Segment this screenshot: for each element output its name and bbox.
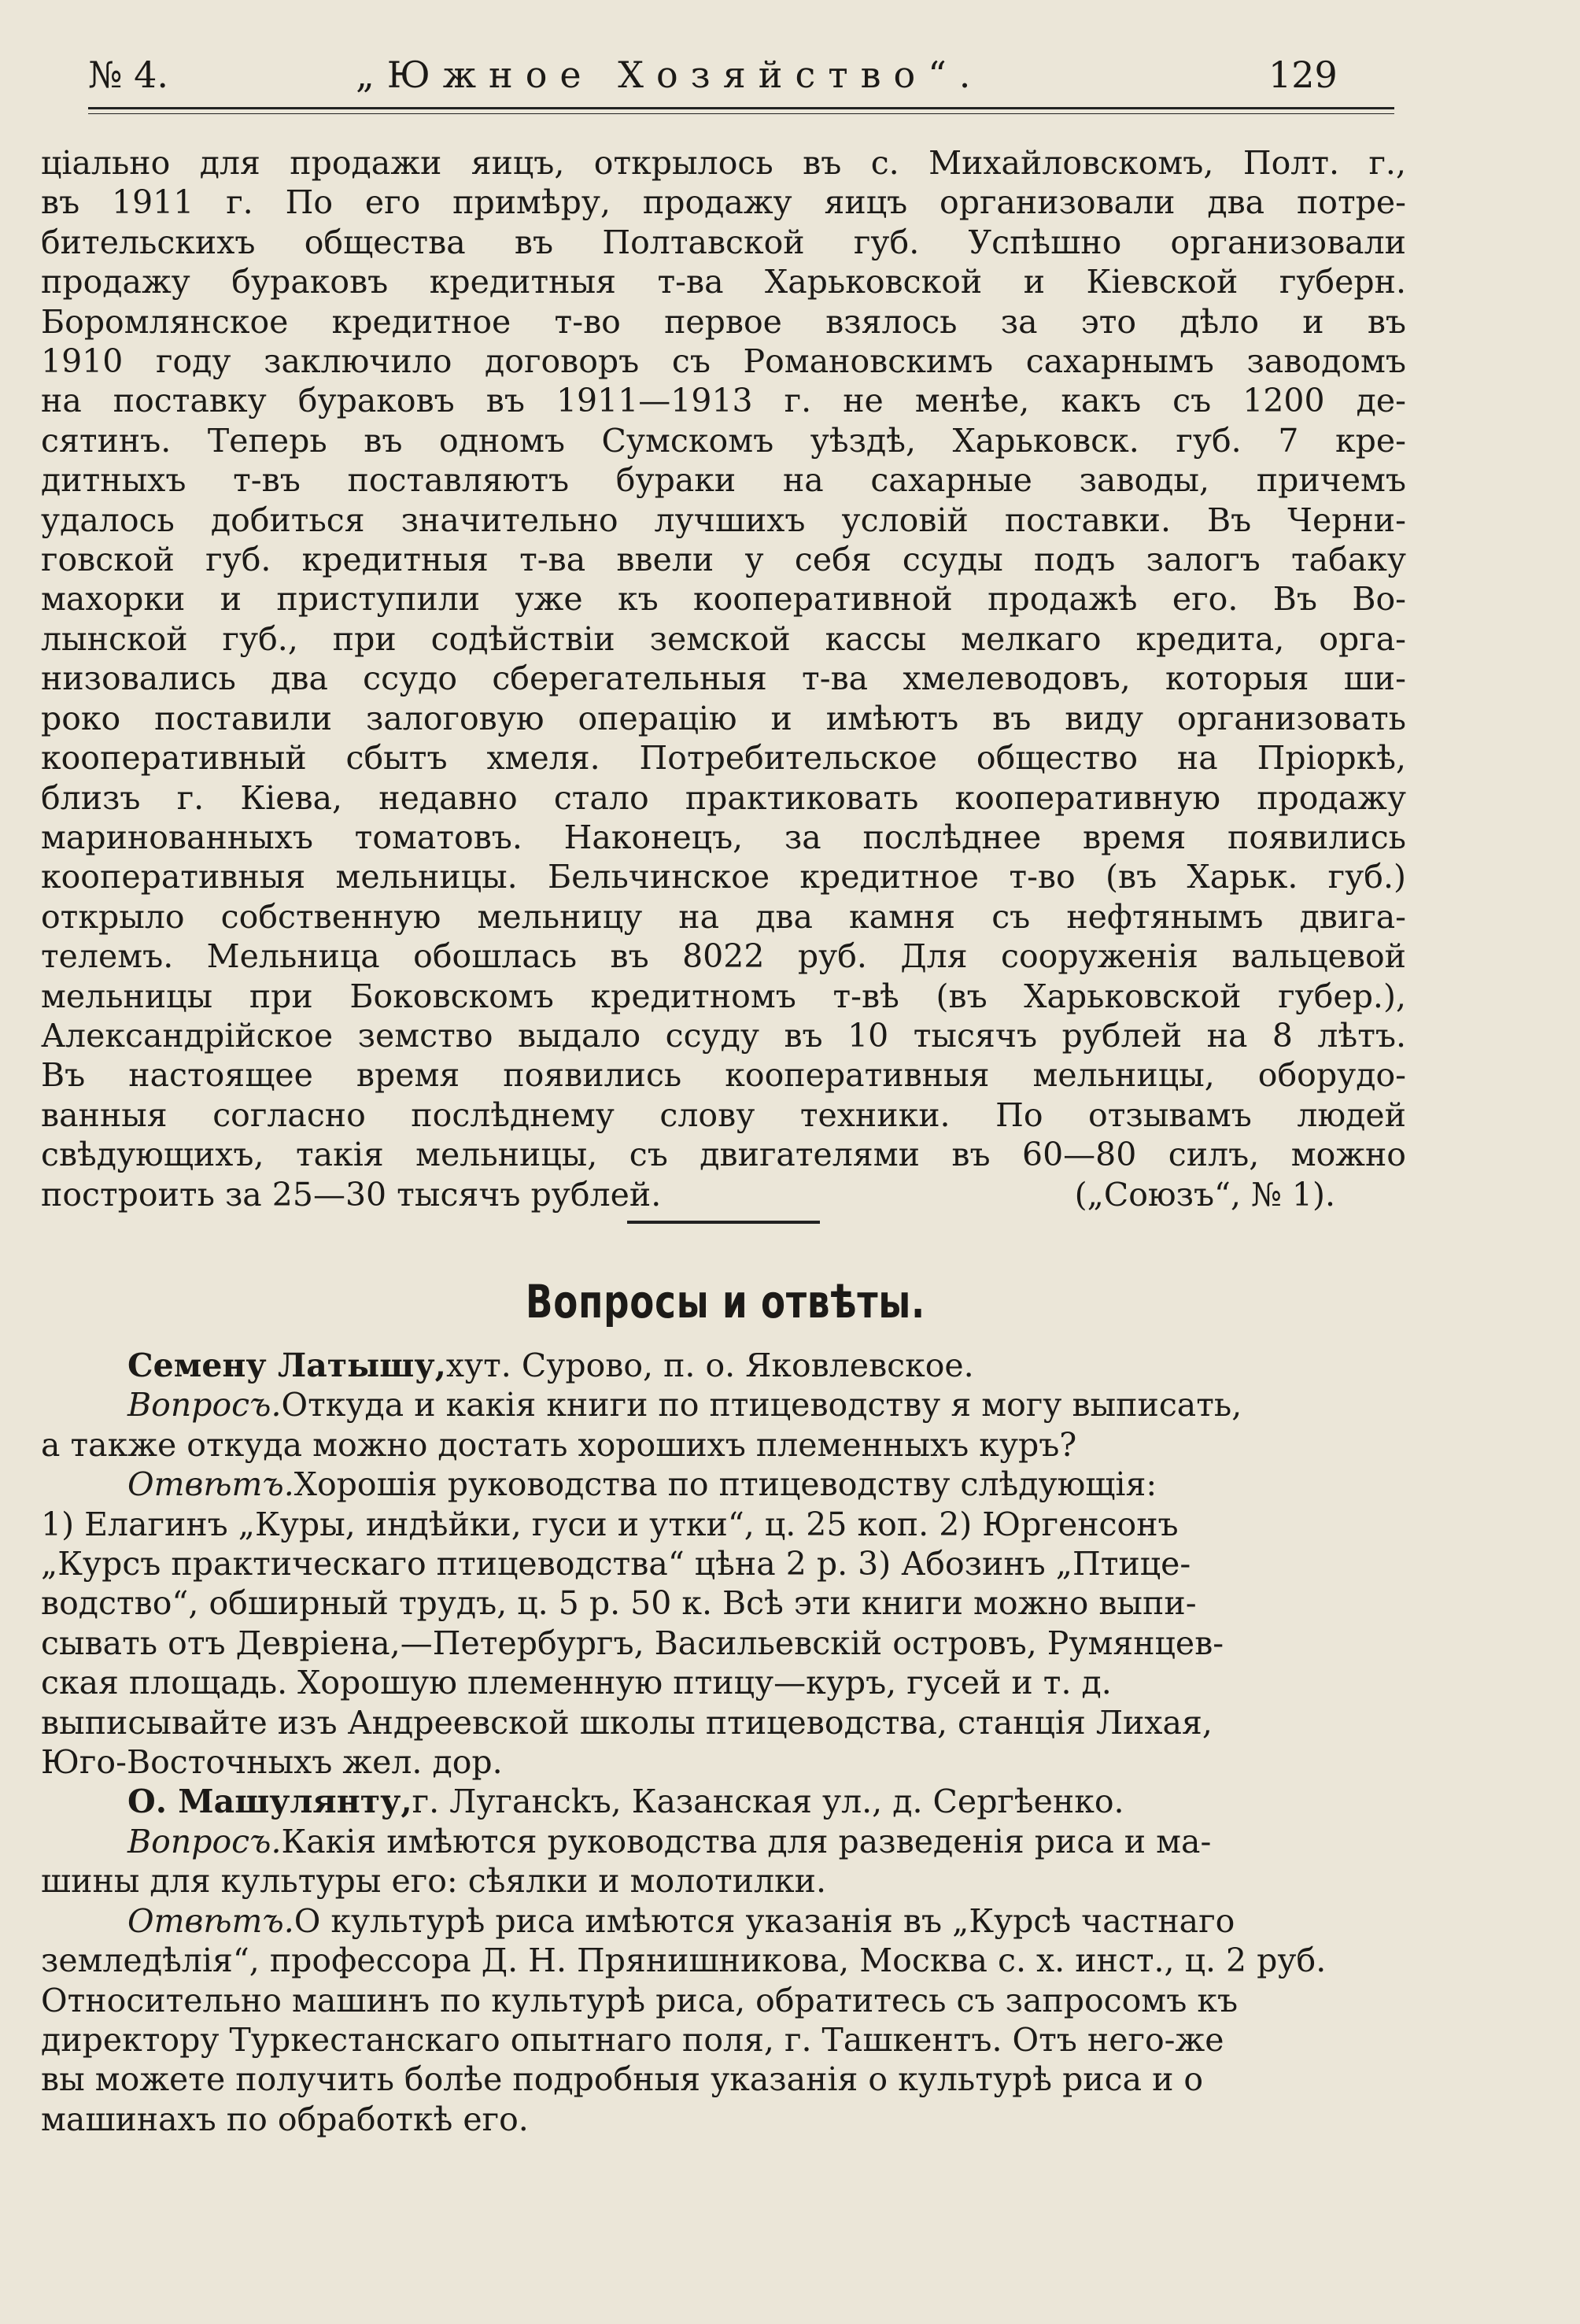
q2-answer-line	[41, 1901, 1406, 1941]
header-rule-thin	[88, 113, 1394, 114]
article-line: Александрійское земство выдало ссуду въ 10 тысячъ рублей на 8 лѣтъ.	[41, 1016, 1406, 1055]
q2-answer-line: земледѣлія“, профессора Д. Н. Прянишникова, Москва с. х. инст., ц. 2 руб.	[41, 1942, 1327, 1980]
section-separator	[627, 1221, 820, 1224]
q1-question-text: Откуда и какія книги по птицеводству я могу выписать,	[281, 1386, 1242, 1424]
article-line: удалось добиться значительно лучшихъ условій поставки. Въ Черни-	[41, 501, 1406, 539]
q1-name: Семену Латышу,	[127, 1347, 446, 1384]
section-heading: Вопросы и отвѣты.	[525, 1275, 925, 1328]
article-line: телемъ. Мельница обошлась въ 8022 руб. Для сооруженія вальцевой	[41, 937, 1406, 976]
q1-question-label: Вопросъ.	[127, 1386, 282, 1424]
q2-address: г. Лугансkъ, Казанская ул., д. Сергѣенко.	[412, 1783, 1124, 1821]
article-line: продажу бураковъ кредитныя т-ва Харьковской и Кіевской губерн.	[41, 263, 1406, 301]
q1-address: хут. Сурово, п. о. Яковлевское.	[445, 1347, 974, 1384]
article-line: Боромлянское кредитное т-во первое взялось за это дѣло и въ	[41, 302, 1406, 341]
q1-answer-line: ская площадь. Хорошую племенную птицу—куръ, гусей и т. д.	[41, 1664, 1112, 1702]
article-line: ціально для продажи яицъ, открылось въ с. Михайловскомъ, Полт. г.,	[41, 144, 1406, 182]
issue-number: № 4.	[88, 54, 169, 96]
article-line: роко поставили залоговую операцію и имѣютъ въ виду организовать	[41, 699, 1406, 737]
article-line: сятинъ. Теперь въ одномъ Сумскомъ уѣздѣ, Харьковск. губ. 7 кре-	[41, 421, 1406, 460]
article-line: свѣдующихъ, такія мельницы, съ двигателями въ 60—80 силъ, можно	[41, 1136, 1406, 1174]
q2-addressee	[41, 1782, 1406, 1821]
journal-title: „Южное Хозяйство“.	[356, 54, 984, 96]
article-line: открыло собственную мельницу на два камня съ нефтянымъ двига-	[41, 897, 1406, 936]
q1-answer-line: „Курсъ практическаго птицеводства“ цѣна 2 р. 3) Абозинъ „Птице-	[41, 1545, 1191, 1583]
q1-addressee	[41, 1346, 1406, 1385]
q1-question-line: а также откуда можно достать хорошихъ племенныхъ куръ?	[41, 1425, 1077, 1464]
q2-answer-line: Относительно машинъ по культурѣ риса, обратитесь съ запросомъ къ	[41, 1981, 1239, 2019]
article-line: кооперативный сбытъ хмеля. Потребительское общество на Пріоркѣ,	[41, 739, 1406, 778]
article-line: махорки и приступили уже къ кооперативной продажѣ его. Въ Во-	[41, 580, 1406, 619]
article-source: („Союзъ“, № 1).	[1074, 1175, 1335, 1214]
article-line: бительскихъ общества въ Полтавской губ. Успѣшно организовали	[41, 223, 1406, 261]
article-line: 1910 году заключило договоръ съ Романовскимъ сахарнымъ заводомъ	[41, 342, 1406, 381]
article-line: лынской губ., при содѣйствіи земской кассы мелкаго кредита, орга-	[41, 619, 1406, 658]
header-rule-thick	[88, 107, 1394, 109]
article-body	[41, 143, 1406, 1214]
q2-question-label: Вопросъ.	[127, 1822, 282, 1860]
q1-answer-line: Юго-Восточныхъ жел. дор.	[41, 1743, 503, 1782]
q2-answer-line: вы можете получить болѣе подробныя указанія о культурѣ риса и о	[41, 2060, 1204, 2099]
q2-answer-line: директору Туркестанскаго опытнаго поля, г. Ташкентъ. Отъ него-же	[41, 2020, 1224, 2059]
q1-answer-line: выписывайте изъ Андреевской школы птицеводства, станція Лихая,	[41, 1703, 1213, 1742]
q1-answer-line	[41, 1465, 1406, 1504]
page-number: 129	[1268, 54, 1338, 96]
q1-question-line	[41, 1385, 1406, 1424]
q1-answer-line: сывать отъ Девріена,—Петербургъ, Васильевскій островъ, Румянцев-	[41, 1624, 1224, 1662]
q2-answer-label: Отвѣтъ.	[127, 1901, 294, 1940]
page	[41, 47, 1410, 2138]
article-line: кооперативныя мельницы. Бельчинское кредитное т-во (въ Харьк. губ.)	[41, 858, 1406, 896]
article-closing-text: построить за 25—30 тысячъ рублей.	[41, 1175, 662, 1214]
q2-answer-text: О культурѣ риса имѣются указанія въ „Курсѣ частнаго	[293, 1901, 1235, 1940]
article-line: на поставку бураковъ въ 1911—1913 г. не менѣе, какъ съ 1200 де-	[41, 382, 1406, 420]
article-line: въ 1911 г. По его примѣру, продажу яицъ организовали два потре-	[41, 183, 1406, 222]
article-line: говской губ. кредитныя т-ва ввели у себя ссуды подъ залогъ табаку	[41, 541, 1406, 579]
q2-name: О. Машулянту,	[127, 1783, 412, 1821]
article-line: дитныхъ т-въ поставляютъ бураки на сахарные заводы, причемъ	[41, 461, 1406, 500]
qa-section	[41, 1346, 1406, 2139]
q2-question-text: Какія имѣются руководства для разведенія риса и ма-	[281, 1822, 1212, 1860]
q1-answer-label: Отвѣтъ.	[127, 1465, 294, 1504]
running-header	[41, 47, 1410, 102]
article-line: близъ г. Кіева, недавно стало практиковать кооперативную продажу	[41, 778, 1406, 817]
q1-answer-line: 1) Елагинъ „Куры, индѣйки, гуси и утки“, ц. 25 коп. 2) Юргенсонъ	[41, 1505, 1179, 1543]
q2-question-line	[41, 1822, 1406, 1861]
q2-question-line: шины для культуры его: сѣялки и молотилки.	[41, 1862, 827, 1901]
article-line: низовались два ссудо сберегательныя т-ва хмелеводовъ, которыя ши-	[41, 660, 1406, 698]
article-line: Въ настоящее время появились кооперативныя мельницы, оборудо-	[41, 1056, 1406, 1095]
q2-answer-line: машинахъ по обработкѣ его.	[41, 2100, 529, 2138]
article-line: ванныя согласно послѣднему слову техники. По отзывамъ людей	[41, 1095, 1406, 1134]
q1-answer-line: водство“, обширный трудъ, ц. 5 р. 50 к. Всѣ эти книги можно выпи-	[41, 1584, 1197, 1623]
article-line: маринованныхъ томатовъ. Наконецъ, за послѣднее время появились	[41, 818, 1406, 856]
q1-answer-text: Хорошія руководства по птицеводству слѣдующія:	[293, 1465, 1157, 1504]
article-line: мельницы при Боковскомъ кредитномъ т-вѣ (въ Харьковской губер.),	[41, 977, 1406, 1015]
article-last-line	[41, 1175, 1406, 1214]
